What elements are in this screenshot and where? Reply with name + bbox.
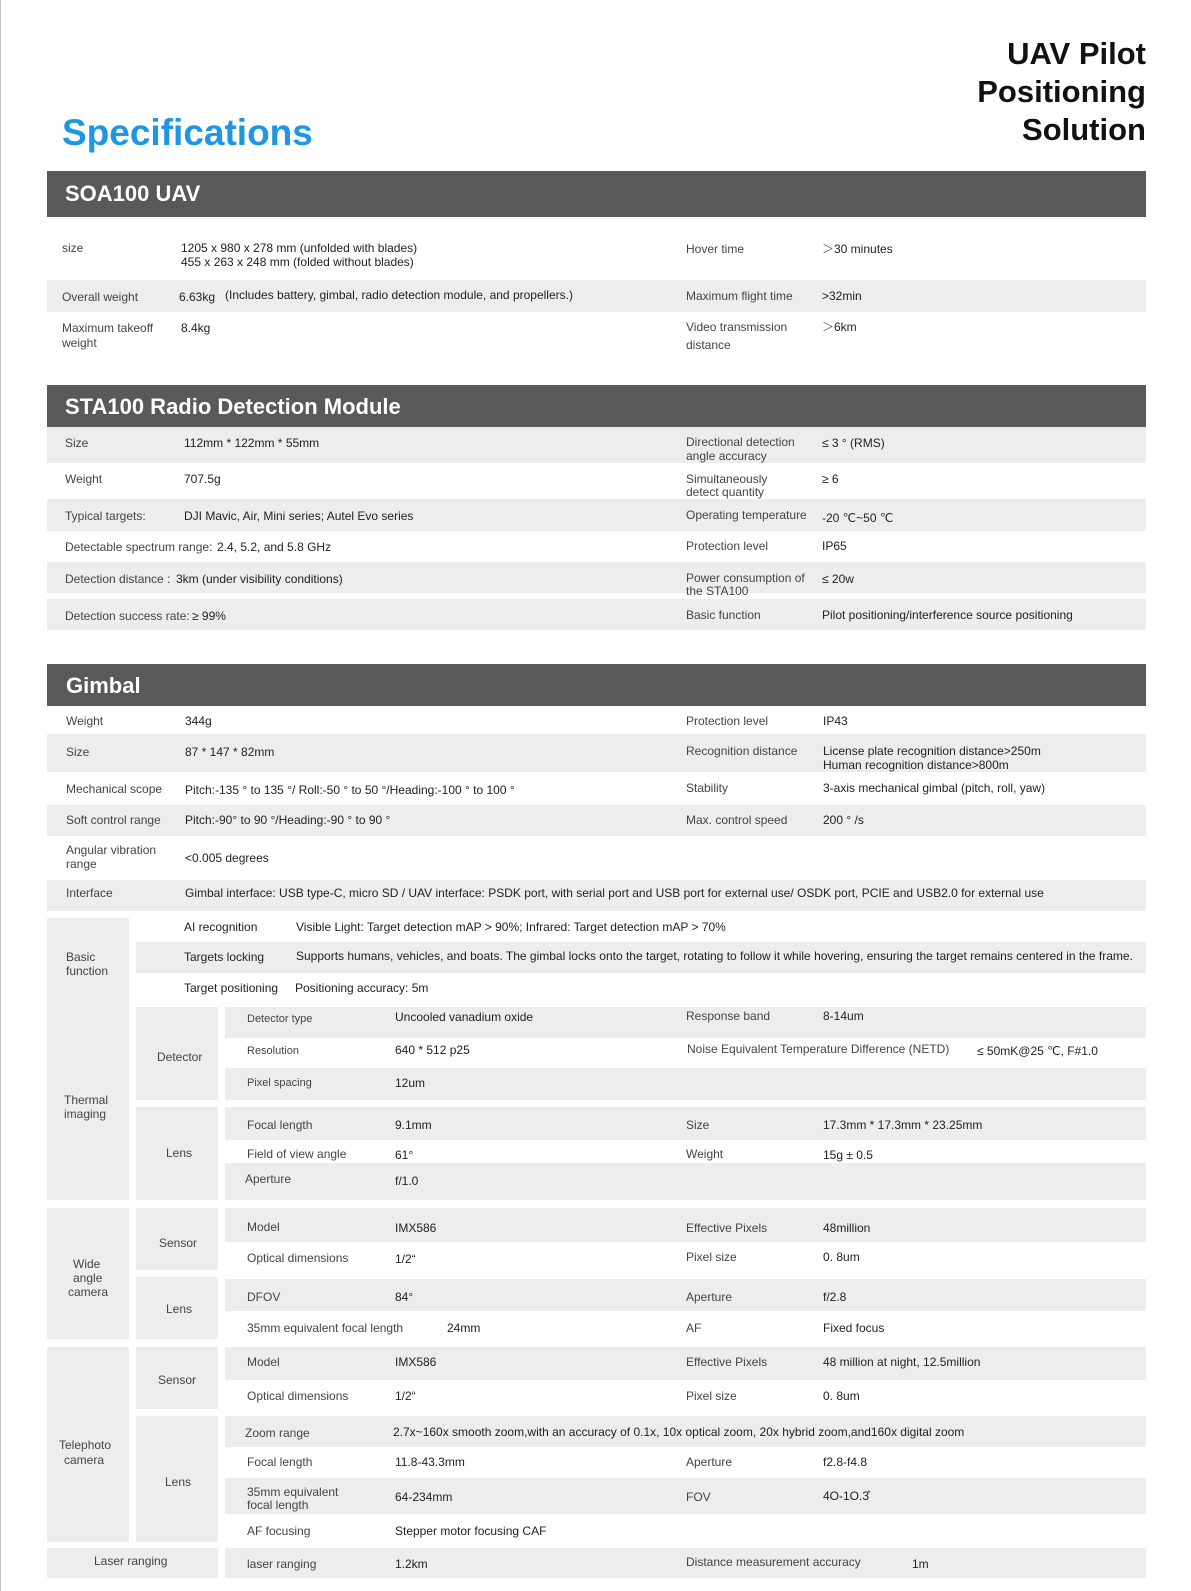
section-title: SOA100 UAV bbox=[65, 181, 201, 206]
spec-value: 1/2“ bbox=[395, 1252, 416, 1266]
spec-label: Effective Pixels bbox=[686, 1355, 768, 1369]
spec-value: Positioning accuracy: 5m bbox=[295, 981, 429, 995]
spec-label: AI recognition bbox=[184, 920, 258, 934]
spec-value: Pilot positioning/interference source positioning bbox=[822, 608, 1073, 622]
spec-value: 8-14um bbox=[823, 1009, 864, 1023]
spec-label: Video transmission bbox=[686, 320, 788, 334]
spec-value: Human recognition distance>800m bbox=[823, 758, 1009, 772]
spec-label: Target positioning bbox=[184, 981, 279, 995]
spec-label: Size bbox=[66, 745, 90, 759]
section-title: STA100 Radio Detection Module bbox=[65, 394, 401, 419]
spec-label: Power consumption of bbox=[686, 571, 805, 585]
spec-value: f/1.0 bbox=[395, 1174, 419, 1188]
spec-label: Model bbox=[247, 1355, 280, 1369]
spec-value: ≤ 20w bbox=[822, 572, 854, 586]
section-header-gimbal bbox=[47, 664, 1146, 706]
spec-value: 48million bbox=[823, 1221, 871, 1235]
spec-label: Typical targets: bbox=[65, 509, 146, 523]
spec-label: Aperture bbox=[686, 1455, 733, 1469]
spec-label: Weight bbox=[66, 714, 104, 728]
spec-value: <0.005 degrees bbox=[185, 851, 269, 865]
spec-value: 1/2“ bbox=[395, 1389, 416, 1403]
spec-label: Interface bbox=[66, 886, 113, 900]
spec-label: Zoom range bbox=[245, 1426, 310, 1440]
spec-value: ≤ 3 ° (RMS) bbox=[822, 436, 885, 450]
group-label: camera bbox=[68, 1285, 109, 1299]
spec-value: Fixed focus bbox=[823, 1321, 885, 1335]
spec-label: Angular vibration bbox=[66, 843, 157, 857]
section-header-uav bbox=[47, 171, 1146, 217]
spec-label: Noise Equivalent Temperature Difference (NETD) bbox=[687, 1042, 950, 1056]
spec-value: 0. 8um bbox=[823, 1389, 860, 1403]
spec-value: 48 million at night, 12.5million bbox=[823, 1355, 981, 1369]
spec-label: laser ranging bbox=[247, 1557, 317, 1571]
spec-label: Detection success rate: bbox=[65, 609, 190, 623]
spec-value: 6.63kg bbox=[179, 290, 216, 304]
spec-value: 3-axis mechanical gimbal (pitch, roll, yaw) bbox=[823, 781, 1046, 795]
spec-value: 2.4, 5.2, and 5.8 GHz bbox=[217, 540, 332, 554]
spec-value: 2.7x~160x smooth zoom,with an accuracy of 0.1x, 10x optical zoom, 20x hybrid zoom,and160x digital zoom bbox=[393, 1425, 965, 1439]
spec-label: Model bbox=[247, 1220, 280, 1234]
document-title-line: UAV Pilot bbox=[1007, 36, 1146, 71]
section-title: Gimbal bbox=[66, 673, 141, 698]
spec-value: ＞30 minutes bbox=[822, 242, 893, 256]
spec-label: Field of view angle bbox=[247, 1147, 347, 1161]
spec-note: (Includes battery, gimbal, radio detection module, and propellers.) bbox=[225, 288, 573, 302]
group-label: Wide bbox=[73, 1257, 101, 1271]
spec-label: Operating temperature bbox=[686, 508, 807, 522]
spec-label: Aperture bbox=[245, 1172, 292, 1186]
spec-label: Maximum takeoff bbox=[62, 321, 154, 335]
spec-label: Weight bbox=[65, 472, 103, 486]
spec-value: 61° bbox=[395, 1148, 414, 1162]
spec-label: Response band bbox=[686, 1009, 771, 1023]
spec-label: Pixel spacing bbox=[247, 1077, 312, 1089]
spec-value: 640 * 512 p25 bbox=[395, 1043, 470, 1057]
spec-label: Size bbox=[686, 1118, 710, 1132]
spec-label: distance bbox=[686, 338, 731, 352]
spec-value: 84° bbox=[395, 1290, 414, 1304]
spec-label: Overall weight bbox=[62, 290, 139, 304]
row-band bbox=[225, 1163, 1146, 1200]
section-header-sta100 bbox=[47, 385, 1146, 427]
spec-value: ≥ 99% bbox=[192, 609, 226, 623]
spec-value: 12um bbox=[395, 1076, 426, 1090]
spec-label: Recognition distance bbox=[686, 744, 798, 758]
spec-label: Focal length bbox=[247, 1455, 313, 1469]
spec-label: angle accuracy bbox=[686, 449, 767, 463]
spec-value: Gimbal interface: USB type-C, micro SD / UAV interface: PSDK port, with serial port and USB port for external use/ OSDK port, PCIE and USB2.0 for external use bbox=[185, 886, 1044, 900]
spec-value: 344g bbox=[185, 714, 212, 728]
spec-label: Weight bbox=[686, 1147, 724, 1161]
spec-value: 64-234mm bbox=[395, 1490, 453, 1504]
page-heading: Specifications bbox=[62, 112, 313, 153]
spec-value: f2.8-f4.8 bbox=[823, 1455, 868, 1469]
spec-label: DFOV bbox=[247, 1290, 281, 1304]
spec-label: Optical dimensions bbox=[247, 1389, 349, 1403]
spec-label: FOV bbox=[686, 1490, 711, 1504]
group-label: angle bbox=[73, 1271, 103, 1285]
spec-label: detect quantity bbox=[686, 485, 765, 499]
spec-value: f/2.8 bbox=[823, 1290, 847, 1304]
spec-label: AF bbox=[686, 1321, 702, 1335]
spec-label: weight bbox=[62, 336, 97, 350]
subgroup-label: Sensor bbox=[158, 1373, 197, 1387]
spec-value: DJI Mavic, Air, Mini series; Autel Evo series bbox=[184, 509, 414, 523]
spec-label: Pixel size bbox=[686, 1389, 737, 1403]
spec-value: 3km (under visibility conditions) bbox=[176, 572, 343, 586]
spec-value: IP43 bbox=[823, 714, 848, 728]
spec-label: Soft control range bbox=[66, 813, 161, 827]
spec-label: Basic function bbox=[686, 608, 761, 622]
spec-value: 1205 x 980 x 278 mm (unfolded with blades) bbox=[181, 241, 418, 255]
spec-value: 8.4kg bbox=[181, 321, 211, 335]
spec-label: Distance measurement accuracy bbox=[686, 1555, 861, 1569]
spec-label: Simultaneously bbox=[686, 472, 768, 486]
spec-label: Max. control speed bbox=[686, 813, 788, 827]
subgroup-label: Detector bbox=[157, 1050, 203, 1064]
spec-value: Supports humans, vehicles, and boats. The gimbal locks onto the target, rotating to follow it while hovering, ensuring the target remains centered in the frame. bbox=[296, 949, 1133, 963]
spec-label: size bbox=[62, 241, 84, 255]
spec-value: 0. 8um bbox=[823, 1250, 860, 1264]
spec-label: Pixel size bbox=[686, 1250, 737, 1264]
spec-value: 1.2km bbox=[395, 1557, 428, 1571]
spec-value: Uncooled vanadium oxide bbox=[395, 1010, 534, 1024]
subgroup-label: Sensor bbox=[159, 1236, 198, 1250]
spec-value: IMX586 bbox=[395, 1355, 437, 1369]
spec-value: 112mm * 122mm * 55mm bbox=[184, 436, 320, 450]
group-label: Telephoto bbox=[59, 1438, 112, 1452]
spec-label: Optical dimensions bbox=[247, 1251, 349, 1265]
spec-label: Aperture bbox=[686, 1290, 733, 1304]
group-label: function bbox=[66, 964, 109, 978]
spec-value: Pitch:-135 ° to 135 °/ Roll:-50 ° to 50 °/Heading:-100 ° to 100 ° bbox=[185, 783, 515, 797]
spec-value: -20 ℃~50 ℃ bbox=[822, 511, 894, 525]
spec-label: Targets locking bbox=[184, 950, 265, 964]
spec-value: License plate recognition distance>250m bbox=[823, 744, 1041, 758]
spec-value: 17.3mm * 17.3mm * 23.25mm bbox=[823, 1118, 983, 1132]
spec-label: Detector type bbox=[247, 1013, 313, 1025]
spec-value: Stepper motor focusing CAF bbox=[395, 1524, 547, 1538]
group-label: Laser ranging bbox=[94, 1554, 168, 1568]
spec-value: ≤ 50mK@25 ℃, F#1.0 bbox=[977, 1044, 1098, 1058]
spec-label: Size bbox=[65, 436, 89, 450]
spec-label: focal length bbox=[247, 1498, 309, 1512]
spec-label: Detection distance : bbox=[65, 572, 171, 586]
spec-value: 9.1mm bbox=[395, 1118, 432, 1132]
group-label: Basic bbox=[66, 950, 96, 964]
spec-label: 35mm equivalent focal length bbox=[247, 1321, 404, 1335]
spec-label: range bbox=[66, 857, 97, 871]
spec-label: Maximum flight time bbox=[686, 289, 793, 303]
spec-value: 11.8-43.3mm bbox=[395, 1455, 465, 1469]
spec-value: IMX586 bbox=[395, 1221, 437, 1235]
spec-label: Mechanical scope bbox=[66, 782, 163, 796]
spec-label: Detectable spectrum range: bbox=[65, 540, 213, 554]
spec-value: IP65 bbox=[822, 539, 847, 553]
spec-value: 200 ° /s bbox=[823, 813, 864, 827]
spec-value: Visible Light: Target detection mAP > 90%; Infrared: Target detection mAP > 70% bbox=[296, 920, 726, 934]
spec-value: Pitch:-90° to 90 °/Heading:-90 ° to 90 ° bbox=[185, 813, 391, 827]
spec-value: >32min bbox=[822, 289, 862, 303]
spec-value: 455 x 263 x 248 mm (folded without blades) bbox=[181, 255, 414, 269]
spec-label: Hover time bbox=[686, 242, 745, 256]
spec-label: Resolution bbox=[247, 1045, 299, 1057]
document-title-line: Solution bbox=[1022, 112, 1146, 147]
group-label: camera bbox=[64, 1453, 105, 1467]
spec-label: the STA100 bbox=[686, 584, 749, 598]
spec-value: 707.5g bbox=[184, 472, 221, 486]
spec-label: Effective Pixels bbox=[686, 1221, 768, 1235]
document-title bbox=[977, 35, 1146, 149]
spec-label: Directional detection bbox=[686, 435, 795, 449]
spec-label: Stability bbox=[686, 781, 729, 795]
spec-label: Focal length bbox=[247, 1118, 313, 1132]
spec-value: 24mm bbox=[447, 1321, 481, 1335]
spec-value: ≥ 6 bbox=[822, 472, 839, 486]
subgroup-label: Lens bbox=[166, 1302, 193, 1316]
subgroup-label: Lens bbox=[166, 1146, 193, 1160]
row-band bbox=[225, 1068, 1146, 1100]
group-label: Thermal bbox=[64, 1093, 109, 1107]
subgroup-label: Lens bbox=[165, 1475, 192, 1489]
spec-label: AF focusing bbox=[247, 1524, 311, 1538]
spec-value: 1m bbox=[912, 1557, 929, 1571]
group-label: imaging bbox=[64, 1107, 107, 1121]
spec-label: 35mm equivalent bbox=[247, 1485, 339, 1499]
spec-value: 15g ± 0.5 bbox=[823, 1148, 873, 1162]
spec-value: 87 * 147 * 82mm bbox=[185, 745, 275, 759]
spec-label: Protection level bbox=[686, 714, 769, 728]
document-title-line: Positioning bbox=[977, 74, 1146, 109]
spec-value: ＞6km bbox=[822, 320, 857, 334]
spec-label: Protection level bbox=[686, 539, 769, 553]
spec-value: 4O-1O.3̊ bbox=[823, 1489, 870, 1503]
